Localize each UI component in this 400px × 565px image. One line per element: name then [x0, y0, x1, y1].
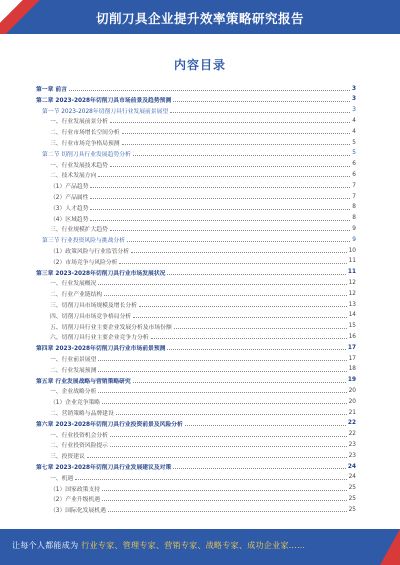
- toc-entry-label: 一、行业发展概况: [50, 281, 97, 288]
- toc-entry-page-number: 10: [348, 247, 356, 254]
- toc-entry[interactable]: [50, 494, 356, 503]
- toc-entry-label: （3）国际化发展机遇: [50, 508, 106, 515]
- toc-entry-label: （1）国家政策支持: [50, 486, 101, 493]
- toc-dot-leader: [104, 291, 346, 296]
- toc-entry[interactable]: [50, 365, 356, 374]
- toc-dot-leader: [174, 324, 347, 329]
- toc-dot-leader: [98, 172, 350, 177]
- toc-entry-label: 一、企业战略分析: [50, 389, 97, 396]
- toc-dot-leader: [98, 367, 346, 372]
- toc-entry-label: 五、切削刀具行业主要企业发展分析及市场份额: [50, 324, 172, 331]
- toc-dot-leader: [167, 345, 345, 350]
- toc-entry-page-number: 23: [348, 441, 356, 448]
- toc-dot-leader: [110, 162, 350, 167]
- toc-entry[interactable]: [50, 170, 356, 179]
- toc-entry-page-number: 22: [347, 420, 356, 427]
- toc-entry-label: 三、投资建议: [50, 454, 85, 461]
- toc-entry-page-number: 3: [352, 107, 356, 114]
- toc-entry-page-number: 22: [348, 431, 356, 438]
- footer-banner: [0, 529, 400, 565]
- toc-entry-label: 第一章 前言: [36, 87, 68, 93]
- toc-entry-page-number: 20: [348, 398, 356, 405]
- toc-entry[interactable]: [50, 332, 356, 341]
- toc-entry[interactable]: [50, 257, 356, 266]
- toc-entry-page-number: 3: [351, 96, 356, 103]
- toc-dot-leader: [127, 237, 350, 242]
- toc-entry-page-number: 6: [352, 171, 356, 178]
- toc-entry-label: （3）人才趋势: [50, 205, 89, 212]
- toc-entry[interactable]: [50, 484, 356, 493]
- toc-entry[interactable]: [50, 289, 356, 298]
- toc-entry-page-number: 3: [351, 85, 356, 92]
- footer-lead: 让每个人都能成为: [12, 541, 79, 550]
- toc-title: 内容目录: [173, 58, 226, 72]
- toc-entry-label: 二、行业投资风险提示: [50, 443, 108, 450]
- toc-entry-label: （1）企业竞争策略: [50, 400, 101, 407]
- toc-entry-page-number: 20: [348, 387, 356, 394]
- toc-dot-leader: [167, 270, 345, 275]
- toc-dot-leader: [98, 388, 346, 393]
- toc-entry-page-number: 8: [352, 204, 356, 211]
- toc-entry-page-number: 6: [352, 161, 356, 168]
- toc-entry-page-number: 12: [348, 290, 356, 297]
- toc-entry-page-number: 18: [348, 366, 356, 373]
- toc-entry[interactable]: [50, 386, 356, 395]
- toc-entry-page-number: 9: [352, 236, 356, 243]
- toc-entry[interactable]: [50, 127, 356, 136]
- toc-entry[interactable]: [50, 181, 356, 190]
- toc-dot-leader: [122, 140, 351, 145]
- toc-entry[interactable]: [42, 106, 356, 115]
- toc-entry-label: 第二章 2023-2028年切削刀具市场前景及趋势预测: [36, 97, 172, 104]
- toc-entry-label: 二、技术发展方向: [50, 173, 97, 180]
- toc-entry-label: （2）产业升级机遇: [50, 497, 101, 504]
- toc-entry-page-number: 14: [348, 312, 356, 319]
- toc-entry-page-number: 25: [348, 506, 356, 513]
- toc-entry-page-number: 17: [348, 355, 356, 362]
- toc-entry-page-number: 11: [348, 258, 356, 265]
- toc-entry[interactable]: [50, 160, 356, 169]
- toc-entry[interactable]: [50, 214, 356, 223]
- toc-entry-page-number: 9: [352, 225, 356, 232]
- toc-entry-label: 第二节 切削刀具行业发展趋势分析: [42, 151, 131, 158]
- toc-dot-leader: [170, 108, 350, 113]
- footer-accent-wedge: [380, 529, 400, 565]
- toc-dot-leader: [102, 496, 347, 501]
- toc-entry[interactable]: [50, 203, 356, 212]
- toc-entry-label: 一、行业发展技术趋势: [50, 162, 108, 169]
- toc-dot-leader: [108, 507, 347, 512]
- footer-slogan: [12, 540, 305, 551]
- toc-dot-leader: [90, 194, 350, 199]
- toc-entry-label: 四、切削刀具市场竞争格局分析: [50, 313, 132, 320]
- toc-entry[interactable]: [36, 268, 356, 277]
- toc-entry-label: （2）市场竞争与风险分析: [50, 259, 118, 266]
- toc-entry-label: 第六章 2023-2028年切削刀具行业投资前景及风险分析: [36, 421, 183, 428]
- toc-entry-label: 三、行业规模扩大趋势: [50, 227, 108, 234]
- toc-entry-label: （1）政策风险与行业监管分析: [50, 249, 130, 255]
- toc-entry[interactable]: [36, 462, 356, 471]
- toc-entry-label: 六、切削刀具行业主要企业竞争力分析: [50, 335, 149, 342]
- toc-entry-page-number: 16: [348, 333, 356, 340]
- toc-dot-leader: [173, 97, 350, 102]
- toc-entry-label: 三、行业市场竞争格局预测: [50, 141, 120, 147]
- toc-entry-page-number: 25: [348, 485, 356, 492]
- toc-entry-page-number: 5: [352, 150, 356, 157]
- toc-entry-page-number: 11: [347, 269, 356, 276]
- toc-entry-label: 三、切削刀具市场规模及增长分析: [50, 303, 137, 309]
- toc-entry-label: 一、行业投资机会分析: [50, 432, 108, 439]
- toc-entry-page-number: 7: [352, 193, 356, 200]
- toc-entry-page-number: 8: [352, 215, 356, 222]
- toc-entry[interactable]: [50, 116, 356, 125]
- toc-entry-page-number: 21: [348, 409, 356, 416]
- toc-entry-label: 第一节 2023-2028年切削刀具行业发展前景展望: [42, 108, 169, 115]
- toc-entry[interactable]: [50, 311, 356, 320]
- toc-entry-page-number: 12: [348, 279, 356, 286]
- toc-entry[interactable]: [50, 397, 356, 406]
- toc-dot-leader: [102, 486, 347, 491]
- toc-entry-label: 一、机遇: [50, 475, 74, 482]
- toc-dot-leader: [69, 86, 350, 91]
- toc-dot-leader: [110, 226, 350, 231]
- toc-entry-label: 第五章 行业发展战略与营销策略研究: [36, 378, 131, 385]
- toc-entry[interactable]: [50, 354, 356, 363]
- toc-entry[interactable]: [36, 343, 356, 352]
- toc-entry[interactable]: [50, 430, 356, 439]
- toc-entry-page-number: 19: [347, 377, 356, 384]
- toc-entry[interactable]: [50, 451, 356, 460]
- toc-dot-leader: [90, 183, 350, 188]
- toc-entry-page-number: 25: [348, 495, 356, 502]
- toc-entry[interactable]: [50, 224, 356, 233]
- toc-entry-label: 第四章 2023-2028年切削刀具行业市场前景预测: [36, 346, 166, 353]
- toc-entry[interactable]: [36, 376, 356, 385]
- toc-entry-label: （1）产品趋势: [50, 184, 89, 191]
- toc-dot-leader: [116, 410, 347, 415]
- toc-dot-leader: [90, 205, 350, 210]
- toc-entry-page-number: 23: [348, 452, 356, 459]
- toc-entry-page-number: 5: [352, 139, 356, 146]
- toc-dot-leader: [151, 334, 347, 339]
- toc-entry-label: 一、行业前景展望: [50, 357, 97, 363]
- toc-entry[interactable]: [36, 95, 356, 104]
- toc-dot-leader: [131, 248, 347, 253]
- toc-dot-leader: [110, 118, 350, 123]
- toc-dot-leader: [87, 453, 347, 458]
- toc-dot-leader: [98, 280, 346, 285]
- toc-dot-leader: [110, 432, 347, 437]
- toc-dot-leader: [139, 302, 347, 307]
- toc-dot-leader: [98, 356, 346, 361]
- toc-entry-label: （4）区域趋势: [50, 216, 89, 223]
- toc-entry-label: 第七章 2023-2028年切削刀具行业发展建议及对策: [36, 465, 172, 471]
- toc-entry[interactable]: [50, 246, 356, 255]
- toc-entry-label: 一、行业发展前景分析: [50, 119, 108, 126]
- toc-entry[interactable]: [50, 440, 356, 449]
- toc-dot-leader: [90, 216, 350, 221]
- toc-entry[interactable]: [50, 408, 356, 417]
- toc-entry[interactable]: [42, 149, 356, 158]
- toc-entry[interactable]: [36, 419, 356, 428]
- toc-dot-leader: [133, 151, 351, 156]
- toc-entry-page-number: 7: [352, 182, 356, 189]
- toc-entry-label: 二、行业产业链结构: [50, 292, 103, 299]
- toc-entry-page-number: 15: [348, 323, 356, 330]
- report-title: 切削刀具企业提升效率策略研究报告: [95, 11, 304, 26]
- toc-dot-leader: [119, 259, 346, 264]
- toc-entry-page-number: 4: [352, 128, 356, 135]
- toc-entry-label: 第三节 行业投资风险与挑战分析: [42, 238, 125, 245]
- toc-entry[interactable]: [50, 473, 356, 482]
- toc-entry-page-number: 24: [348, 474, 356, 481]
- toc-entry[interactable]: [42, 235, 356, 244]
- toc-entry[interactable]: [50, 278, 356, 287]
- toc-entry-page-number: 4: [352, 117, 356, 124]
- toc-entry[interactable]: [50, 505, 356, 514]
- toc-entry-label: 二、营销策略与品牌建设: [50, 411, 114, 417]
- toc-entry-label: 二、行业发展预测: [50, 367, 97, 374]
- toc-dot-leader: [102, 399, 347, 404]
- toc-entry[interactable]: [50, 322, 356, 331]
- toc-entry-page-number: 13: [348, 301, 356, 308]
- toc-entry[interactable]: [50, 300, 356, 309]
- toc-dot-leader: [75, 475, 346, 480]
- toc-entry[interactable]: [50, 138, 356, 147]
- report-header: [0, 0, 400, 34]
- toc-dot-leader: [133, 313, 346, 318]
- toc-entry-label: 第三章 2023-2028年切削刀具行业市场发展状况: [36, 270, 166, 277]
- toc-dot-leader: [173, 464, 346, 469]
- toc-entry-page-number: 24: [347, 463, 356, 470]
- toc-dot-leader: [122, 129, 351, 134]
- toc-entry-label: 二、行业市场增长空间分析: [50, 130, 120, 137]
- toc-entry-page-number: 17: [347, 344, 356, 351]
- footer-roles: 行业专家、管理专家、营销专家、战略专家、成功企业家……: [81, 541, 306, 550]
- toc-dot-leader: [133, 378, 346, 383]
- toc-entry[interactable]: [36, 84, 356, 93]
- toc-entry[interactable]: [50, 192, 356, 201]
- toc-dot-leader: [110, 442, 347, 447]
- toc-entry-label: （2）产品属性: [50, 195, 89, 201]
- toc-dot-leader: [185, 421, 346, 426]
